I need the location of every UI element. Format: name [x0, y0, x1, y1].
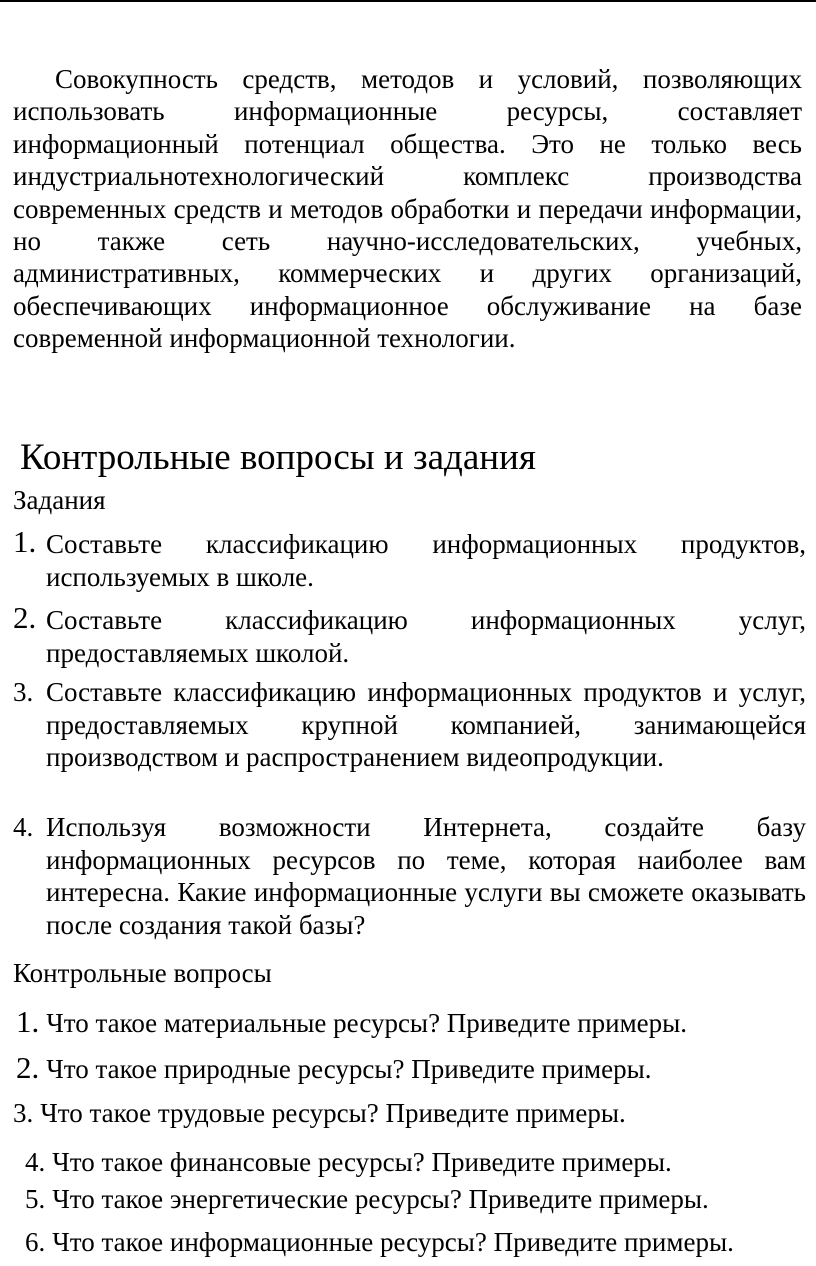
- task-text: Составьте классификацию информационных продуктов и услуг, предоставляемых крупной компанией, занимающейся производством и распространением видеопродукции.: [46, 677, 806, 772]
- question-number: 4.: [25, 1147, 46, 1177]
- intro-paragraph: Совокупность средств, методов и условий, позволяющих использовать информационные ресурсы, составляет информационный потенциал общества. Это не только весь индустриальнотехнологический комплекс производства современных средств и методов обработки и передачи информации, но также сеть научно-исследовательских, учебных, административных, коммерческих и других организаций, обеспечивающих информационное обслуживание на базе современной информационной технологии.: [13, 64, 802, 354]
- task-text: Составьте классификацию информационных услуг, предоставляемых школой.: [46, 605, 806, 668]
- question-number: 5.: [25, 1184, 46, 1214]
- task-number: 2.: [13, 600, 37, 635]
- task-item-4: [13, 811, 806, 941]
- tasks-heading: Задания: [13, 485, 106, 515]
- questions-heading: Контрольные вопросы: [13, 958, 272, 988]
- task-item-3: [13, 676, 806, 774]
- question-item-5: [25, 1183, 709, 1215]
- question-number: 2.: [16, 1050, 40, 1085]
- task-item-2: [13, 600, 806, 669]
- question-item-6: [25, 1226, 734, 1258]
- question-text: Что такое природные ресурсы? Приведите примеры.: [46, 1054, 652, 1084]
- task-number: 1.: [13, 524, 37, 559]
- top-border-line: [0, 0, 816, 2]
- question-text: Что такое информационные ресурсы? Приведите примеры.: [52, 1227, 734, 1257]
- question-item-4: [25, 1146, 672, 1178]
- task-text: Используя возможности Интернета, создайте базу информационных ресурсов по теме, которая наиболее вам интересна. Какие информационные услуги вы сможете оказывать после создания такой базы?: [46, 812, 806, 940]
- question-text: Что такое материальные ресурсы? Приведите примеры.: [46, 1008, 688, 1038]
- question-text: Что такое трудовые ресурсы? Приведите примеры.: [40, 1098, 626, 1128]
- task-number: 4.: [13, 812, 34, 842]
- question-item-3: [13, 1097, 626, 1129]
- question-item-1: [16, 1006, 687, 1039]
- question-number: 1.: [16, 1004, 40, 1039]
- question-text: Что такое финансовые ресурсы? Приведите примеры.: [52, 1147, 672, 1177]
- question-text: Что такое энергетические ресурсы? Приведите примеры.: [52, 1184, 709, 1214]
- question-number: 6.: [25, 1227, 46, 1257]
- task-item-1: [13, 524, 806, 593]
- question-number: 3.: [13, 1098, 34, 1128]
- task-text: Составьте классификацию информационных продуктов, используемых в школе.: [46, 529, 806, 592]
- question-item-2: [16, 1052, 651, 1085]
- task-number: 3.: [13, 677, 34, 707]
- section-title: Контрольные вопросы и задания: [20, 437, 536, 478]
